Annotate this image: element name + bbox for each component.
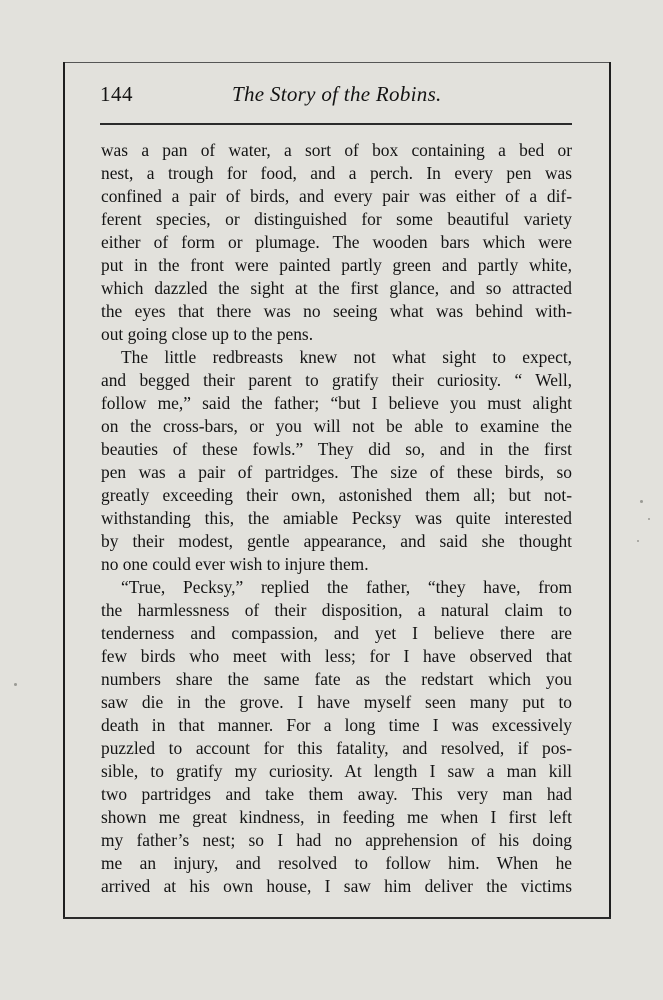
text-line: pen was a pair of partridges. The size of these birds, so bbox=[101, 462, 572, 482]
text-line: numbers share the same fate as the redstart which you bbox=[101, 669, 572, 689]
text-line: the eyes that there was no seeing what was behind with- bbox=[101, 301, 572, 321]
text-line: beauties of these fowls.” They did so, and in the first bbox=[101, 439, 572, 459]
paper-speck bbox=[14, 683, 17, 686]
text-line: follow me,” said the father; “but I believe you must alight bbox=[101, 393, 572, 413]
page-number: 144 bbox=[100, 82, 133, 106]
text-line: by their modest, gentle appearance, and said she thought bbox=[101, 531, 572, 551]
text-line: puzzled to account for this fatality, and resolved, if pos- bbox=[101, 738, 572, 758]
text-line: put in the front were painted partly green and partly white, bbox=[101, 255, 572, 275]
text-line: shown me great kindness, in feeding me when I first left bbox=[101, 807, 572, 827]
text-line: death in that manner. For a long time I was excessively bbox=[101, 715, 572, 735]
text-line: which dazzled the sight at the first glance, and so attracted bbox=[101, 278, 572, 298]
paper-speck bbox=[637, 540, 639, 542]
text-line: The little redbreasts knew not what sight to expect, bbox=[121, 347, 572, 367]
text-line: out going close up to the pens. bbox=[101, 324, 314, 344]
running-title: The Story of the Robins. bbox=[232, 82, 442, 106]
text-line: two partridges and take them away. This very man had bbox=[101, 784, 572, 804]
frame-bottom-rule bbox=[63, 917, 611, 919]
text-line: either of form or plumage. The wooden bars which were bbox=[101, 232, 572, 252]
text-line: tenderness and compassion, and yet I believe there are bbox=[101, 623, 572, 643]
text-line: greatly exceeding their own, astonished them all; but not- bbox=[101, 485, 572, 505]
paper-speck bbox=[640, 500, 643, 503]
text-line: ferent species, or distinguished for some beautiful variety bbox=[101, 209, 572, 229]
text-line: confined a pair of birds, and every pair was either of a dif- bbox=[101, 186, 572, 206]
text-line: the harmlessness of their disposition, a natural claim to bbox=[101, 600, 572, 620]
running-header bbox=[100, 82, 572, 112]
text-line: and begged their parent to gratify their curiosity. “ Well, bbox=[101, 370, 572, 390]
frame-right-rule bbox=[609, 62, 611, 918]
text-line: no one could ever wish to injure them. bbox=[101, 554, 369, 574]
text-line: few birds who meet with less; for I have observed that bbox=[101, 646, 572, 666]
header-rule bbox=[100, 123, 572, 125]
text-line: saw die in the grove. I have myself seen many put to bbox=[101, 692, 572, 712]
text-line: “True, Pecksy,” replied the father, “they have, from bbox=[121, 577, 572, 597]
text-line: was a pan of water, a sort of box containing a bed or bbox=[101, 140, 572, 160]
frame-left-rule bbox=[63, 62, 65, 918]
text-line: nest, a trough for food, and a perch. In every pen was bbox=[101, 163, 572, 183]
body-text bbox=[101, 139, 572, 898]
text-line: arrived at his own house, I saw him deliver the victims bbox=[101, 876, 572, 896]
text-line: me an injury, and resolved to follow him. When he bbox=[101, 853, 572, 873]
text-line: on the cross-bars, or you will not be able to examine the bbox=[101, 416, 572, 436]
frame-top-rule bbox=[63, 62, 611, 63]
paper-speck bbox=[648, 518, 650, 520]
text-line: withstanding this, the amiable Pecksy was quite interested bbox=[101, 508, 572, 528]
text-line: sible, to gratify my curiosity. At length I saw a man kill bbox=[101, 761, 572, 781]
text-line: my father’s nest; so I had no apprehension of his doing bbox=[101, 830, 572, 850]
